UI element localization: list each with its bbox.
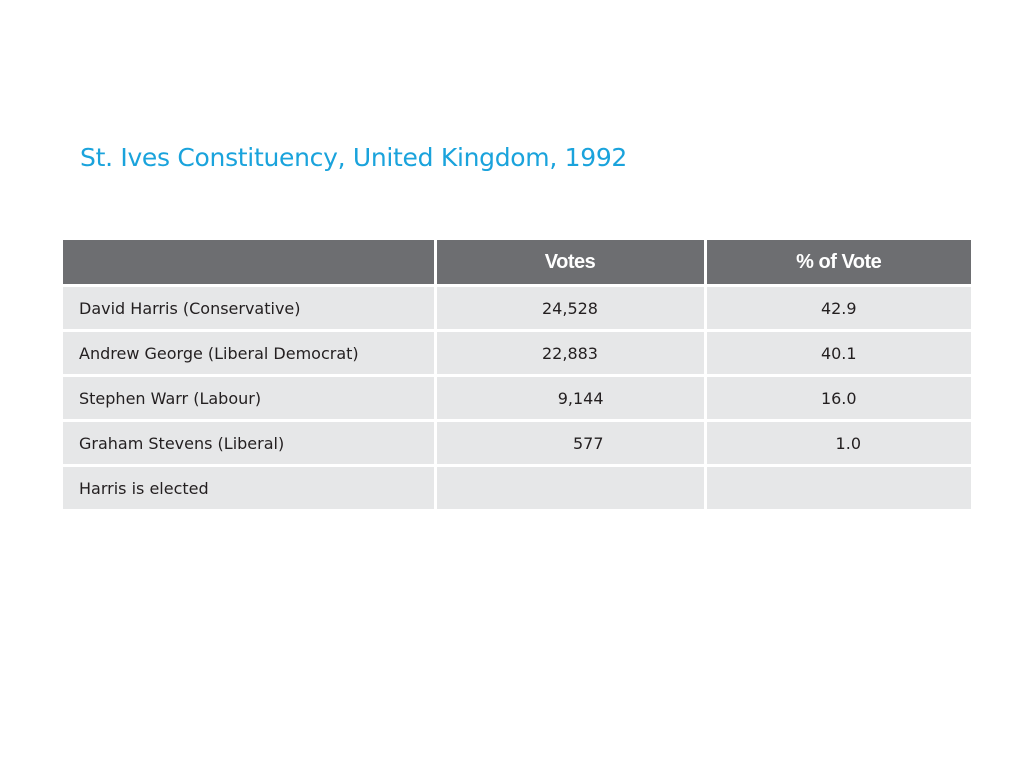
candidate-cell: Graham Stevens (Liberal): [63, 421, 435, 466]
header-votes: Votes: [435, 240, 705, 286]
table-row: [63, 286, 971, 331]
votes-cell: 577: [435, 421, 705, 466]
candidate-cell: Stephen Warr (Labour): [63, 376, 435, 421]
results-table: [63, 240, 971, 509]
percent-cell: 42.9: [705, 286, 971, 331]
table-row: [63, 331, 971, 376]
votes-cell: 9,144: [435, 376, 705, 421]
votes-cell: [435, 466, 705, 510]
votes-cell: 22,883: [435, 331, 705, 376]
percent-cell: 16.0: [705, 376, 971, 421]
table-row: [63, 466, 971, 510]
header-percent: % of Vote: [705, 240, 971, 286]
percent-cell: 40.1: [705, 331, 971, 376]
candidate-cell: David Harris (Conservative): [63, 286, 435, 331]
table-header-row: [63, 240, 971, 286]
table-row: [63, 376, 971, 421]
votes-cell: 24,528: [435, 286, 705, 331]
header-candidate: [63, 240, 435, 286]
result-note-cell: Harris is elected: [63, 466, 435, 510]
table-row: [63, 421, 971, 466]
percent-cell: 1.0: [705, 421, 971, 466]
candidate-cell: Andrew George (Liberal Democrat): [63, 331, 435, 376]
percent-cell: [705, 466, 971, 510]
page-title: St. Ives Constituency, United Kingdom, 1992: [80, 143, 628, 172]
